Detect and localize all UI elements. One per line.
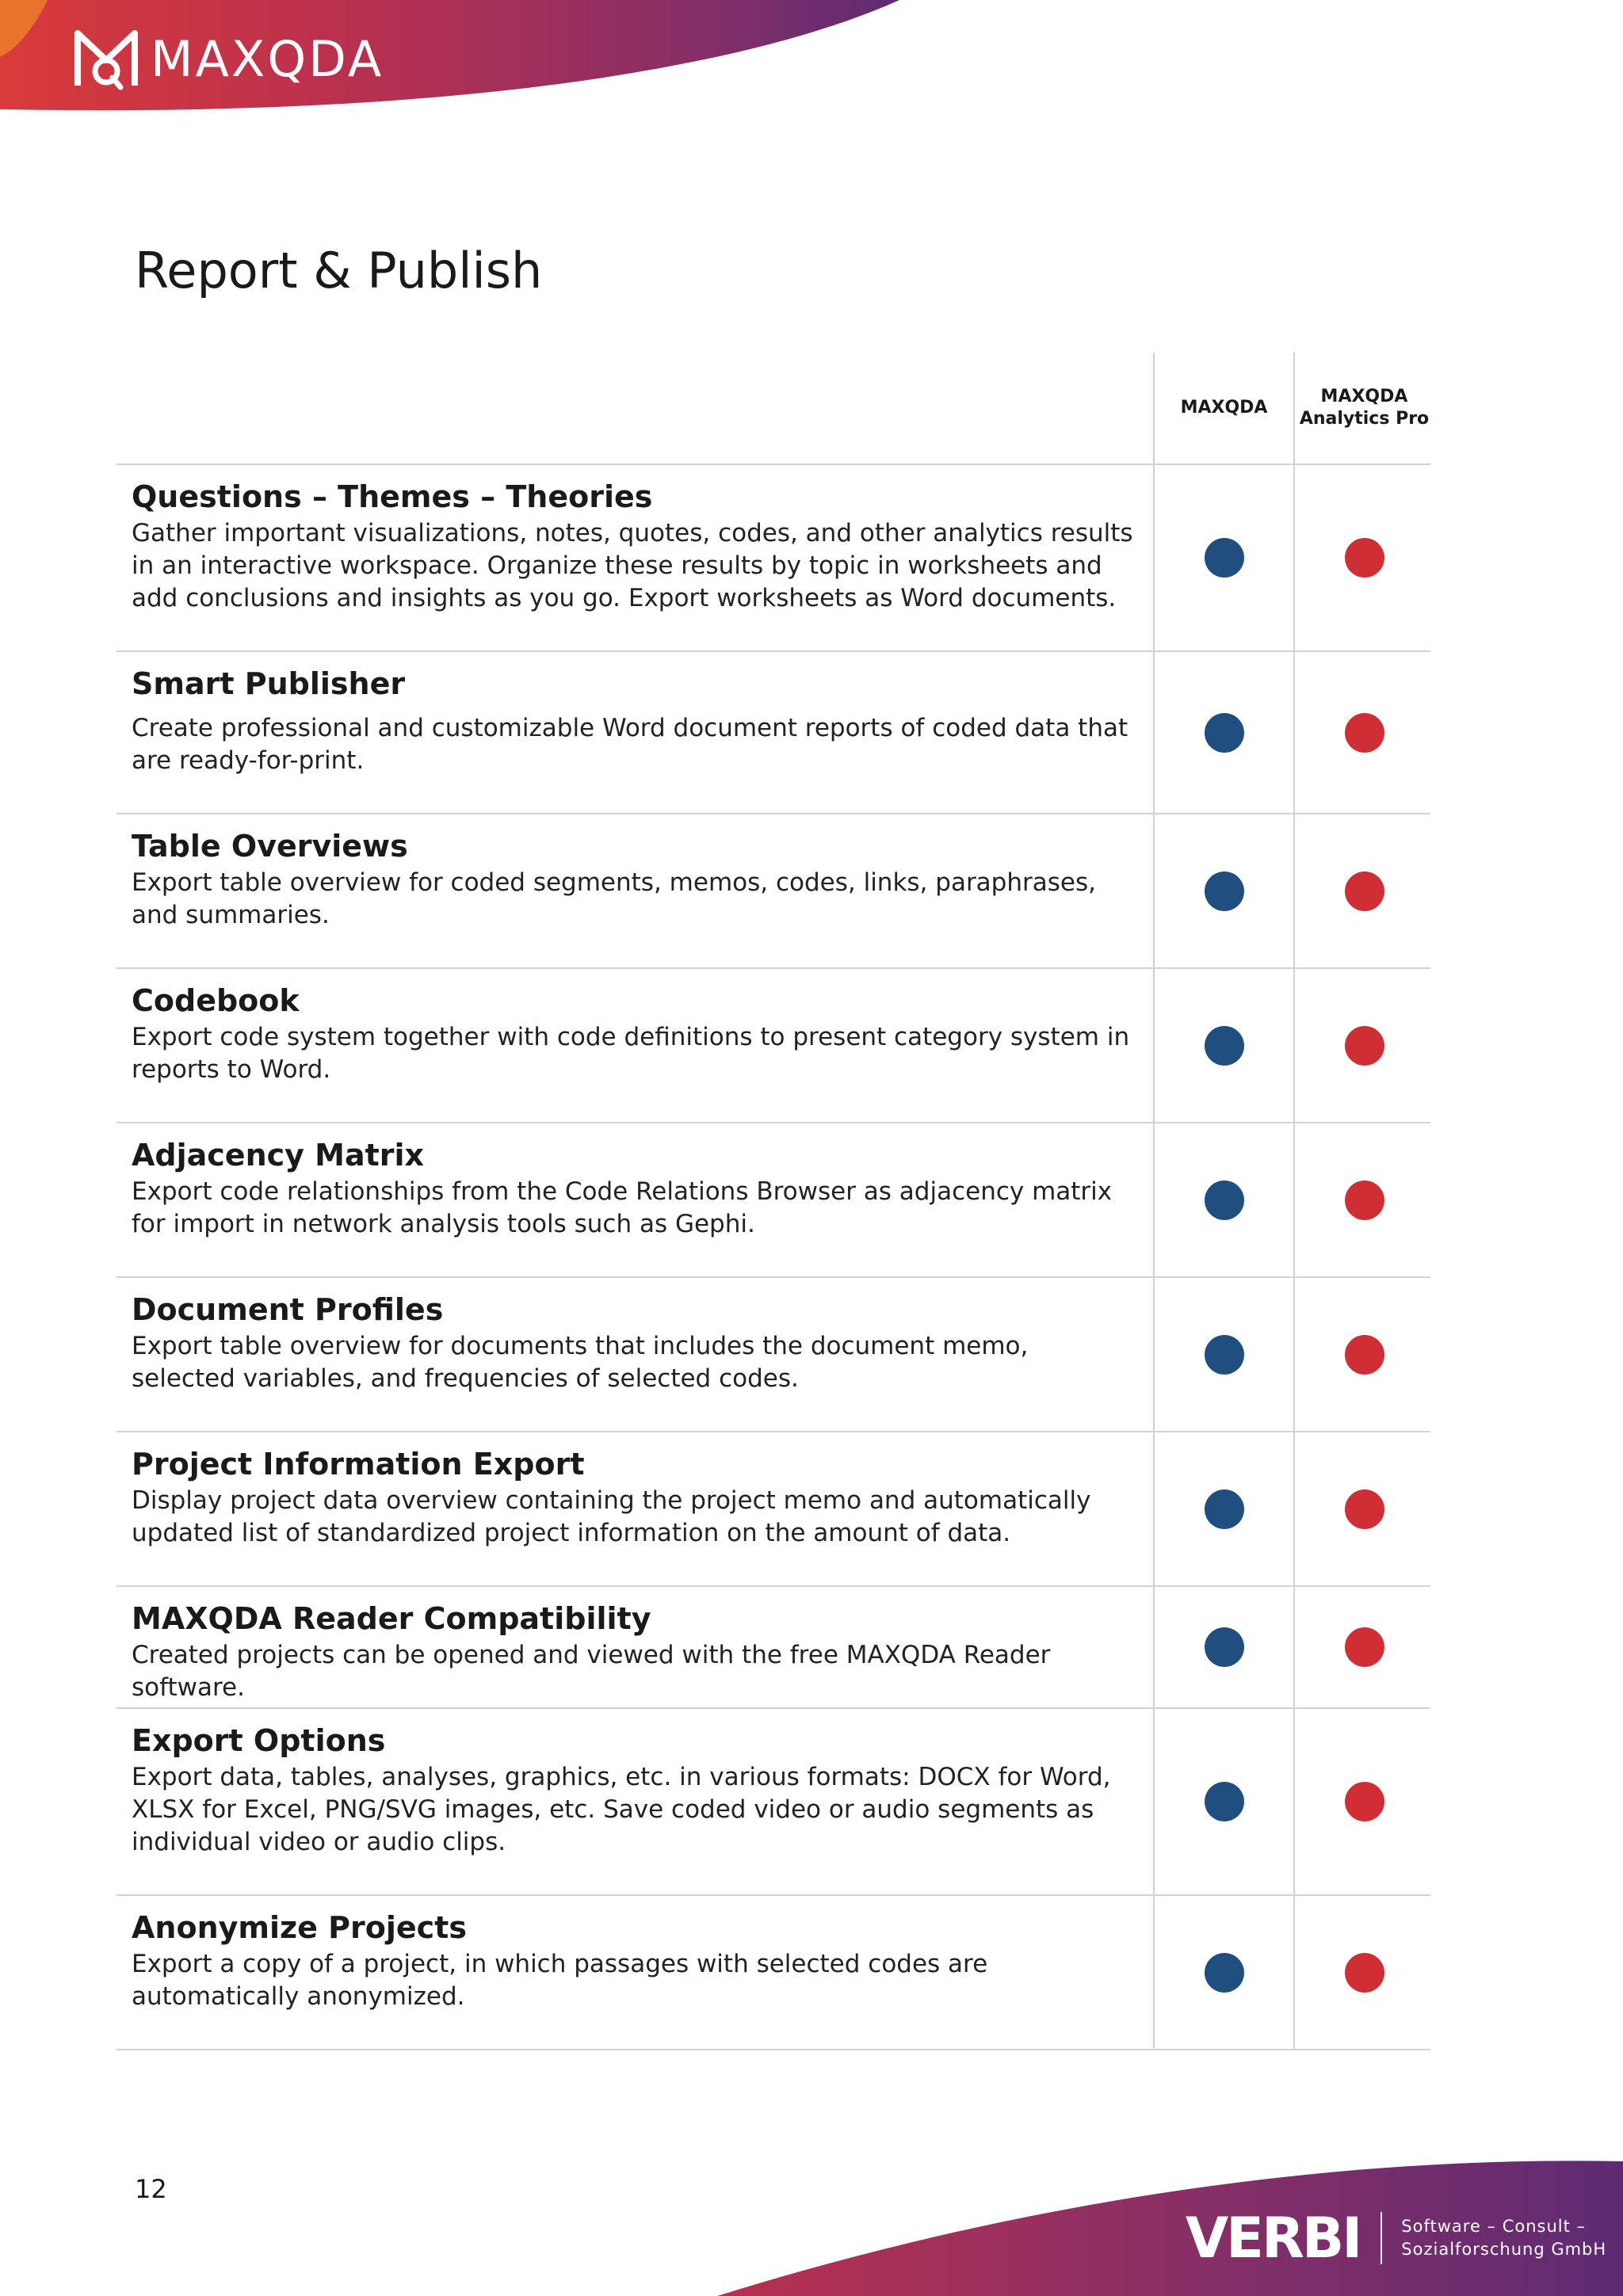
analytics-pro-availability: [1293, 1123, 1434, 1276]
included-dot-icon: [1345, 1026, 1384, 1066]
maxqda-logo: [73, 27, 384, 90]
analytics-pro-availability: [1293, 814, 1434, 967]
feature-cell: [116, 814, 1153, 967]
maxqda-availability: [1153, 652, 1293, 813]
included-dot-icon: [1205, 871, 1244, 911]
included-dot-icon: [1205, 1180, 1244, 1220]
verbi-logo: [1186, 2206, 1606, 2271]
feature-description: Created projects can be opened and viewed with the free MAXQDA Reader software.: [132, 1641, 1051, 1702]
feature-cell: [116, 1278, 1153, 1431]
feature-cell: [116, 1587, 1153, 1707]
feature-description: Export code relationships from the Code Relations Browser as adjacency matrix for import in network analysis tools such as Gephi.: [132, 1177, 1113, 1238]
maxqda-availability: [1153, 1896, 1293, 2049]
verbi-tagline: [1401, 2215, 1606, 2261]
table-row: [116, 1587, 1430, 1709]
feature-cell: [116, 1709, 1153, 1894]
verbi-tagline-line1: Software – Consult –: [1401, 2217, 1587, 2236]
included-dot-icon: [1205, 1489, 1244, 1529]
verbi-divider: [1381, 2212, 1382, 2264]
maxqda-availability: [1153, 1278, 1293, 1431]
page-title: Report & Publish: [135, 242, 543, 299]
feature-title: Project Information Export: [132, 1447, 585, 1482]
table-row: [116, 1278, 1430, 1432]
included-dot-icon: [1345, 1489, 1384, 1529]
feature-cell: [116, 1896, 1153, 2049]
included-dot-icon: [1345, 538, 1384, 578]
table-row: [116, 1709, 1430, 1896]
header-feature-spacer: [116, 353, 1153, 463]
analytics-pro-availability: [1293, 465, 1434, 650]
included-dot-icon: [1345, 871, 1384, 911]
included-dot-icon: [1205, 713, 1244, 753]
analytics-pro-availability: [1293, 969, 1434, 1122]
header-analytics-pro-line2: Analytics Pro: [1299, 409, 1430, 429]
included-dot-icon: [1345, 713, 1384, 753]
feature-description: Create professional and customizable Word document reports of coded data that are ready-for-print.: [132, 714, 1128, 775]
feature-description: Gather important visualizations, notes, quotes, codes, and other analytics results in an interactive workspace. Organize these results by topic in worksheets and add conclusions and insights as you go. Export worksheets as Word documents.: [132, 519, 1133, 612]
feature-cell: [116, 652, 1153, 813]
analytics-pro-availability: [1293, 1587, 1434, 1707]
feature-cell: [116, 969, 1153, 1122]
analytics-pro-availability: [1293, 652, 1434, 813]
maxqda-availability: [1153, 1709, 1293, 1894]
included-dot-icon: [1345, 1335, 1384, 1375]
feature-description: Export a copy of a project, in which passages with selected codes are automatically anonymized.: [132, 1950, 988, 2011]
feature-title: Codebook: [132, 983, 300, 1018]
maxqda-logo-icon: [73, 27, 139, 90]
maxqda-availability: [1153, 1587, 1293, 1707]
included-dot-icon: [1205, 1953, 1244, 1993]
feature-title: Export Options: [132, 1723, 386, 1758]
maxqda-availability: [1153, 1432, 1293, 1585]
page-number: 12: [135, 2174, 167, 2204]
table-row: [116, 1896, 1430, 2050]
table-row: [116, 465, 1430, 652]
table-row: [116, 1432, 1430, 1587]
header-maxqda: [1153, 353, 1293, 463]
header-maxqda-label: MAXQDA: [1180, 398, 1268, 418]
analytics-pro-availability: [1293, 1709, 1434, 1894]
included-dot-icon: [1345, 1953, 1384, 1993]
table-row: [116, 969, 1430, 1123]
feature-title: Questions – Themes – Theories: [132, 479, 653, 514]
feature-title: Document Profiles: [132, 1292, 444, 1327]
included-dot-icon: [1345, 1782, 1384, 1821]
included-dot-icon: [1345, 1180, 1384, 1220]
analytics-pro-availability: [1293, 1896, 1434, 2049]
feature-cell: [116, 465, 1153, 650]
verbi-wordmark: VERBI: [1186, 2206, 1361, 2271]
maxqda-availability: [1153, 969, 1293, 1122]
included-dot-icon: [1205, 538, 1244, 578]
maxqda-availability: [1153, 1123, 1293, 1276]
included-dot-icon: [1205, 1026, 1244, 1066]
feature-description: Export code system together with code definitions to present category system in reports to Word.: [132, 1023, 1130, 1084]
feature-title: Smart Publisher: [132, 666, 406, 701]
feature-description: Display project data overview containing the project memo and automatically updated list of standardized project information on the amount of data.: [132, 1486, 1091, 1547]
feature-cell: [116, 1432, 1153, 1585]
feature-description: Export table overview for documents that includes the document memo, selected variables, and frequencies of selected codes.: [132, 1332, 1029, 1393]
feature-description: Export table overview for coded segments, memos, codes, links, paraphrases, and summaries.: [132, 868, 1096, 929]
feature-title: Table Overviews: [132, 829, 408, 864]
logo-wordmark: MAXQDA: [151, 29, 384, 88]
header-analytics-pro-line1: MAXQDA: [1320, 387, 1408, 406]
verbi-tagline-line2: Sozialforschung GmbH: [1401, 2240, 1607, 2259]
included-dot-icon: [1205, 1335, 1244, 1375]
maxqda-availability: [1153, 465, 1293, 650]
feature-title: Anonymize Projects: [132, 1910, 467, 1945]
table-row: [116, 814, 1430, 969]
maxqda-availability: [1153, 814, 1293, 967]
feature-description: Export data, tables, analyses, graphics, etc. in various formats: DOCX for Word, XLSX for Excel, PNG/SVG images, etc. Save coded video or audio segments as individual video or audio clips.: [132, 1763, 1111, 1856]
included-dot-icon: [1205, 1782, 1244, 1821]
feature-comparison-table: [116, 353, 1430, 2050]
table-row: [116, 1123, 1430, 1278]
table-row: [116, 652, 1430, 814]
feature-cell: [116, 1123, 1153, 1276]
included-dot-icon: [1345, 1627, 1384, 1667]
analytics-pro-availability: [1293, 1278, 1434, 1431]
feature-title: Adjacency Matrix: [132, 1138, 425, 1173]
analytics-pro-availability: [1293, 1432, 1434, 1585]
feature-title: MAXQDA Reader Compatibility: [132, 1601, 651, 1636]
table-header: [116, 353, 1430, 465]
included-dot-icon: [1205, 1627, 1244, 1667]
header-analytics-pro: [1293, 353, 1434, 463]
